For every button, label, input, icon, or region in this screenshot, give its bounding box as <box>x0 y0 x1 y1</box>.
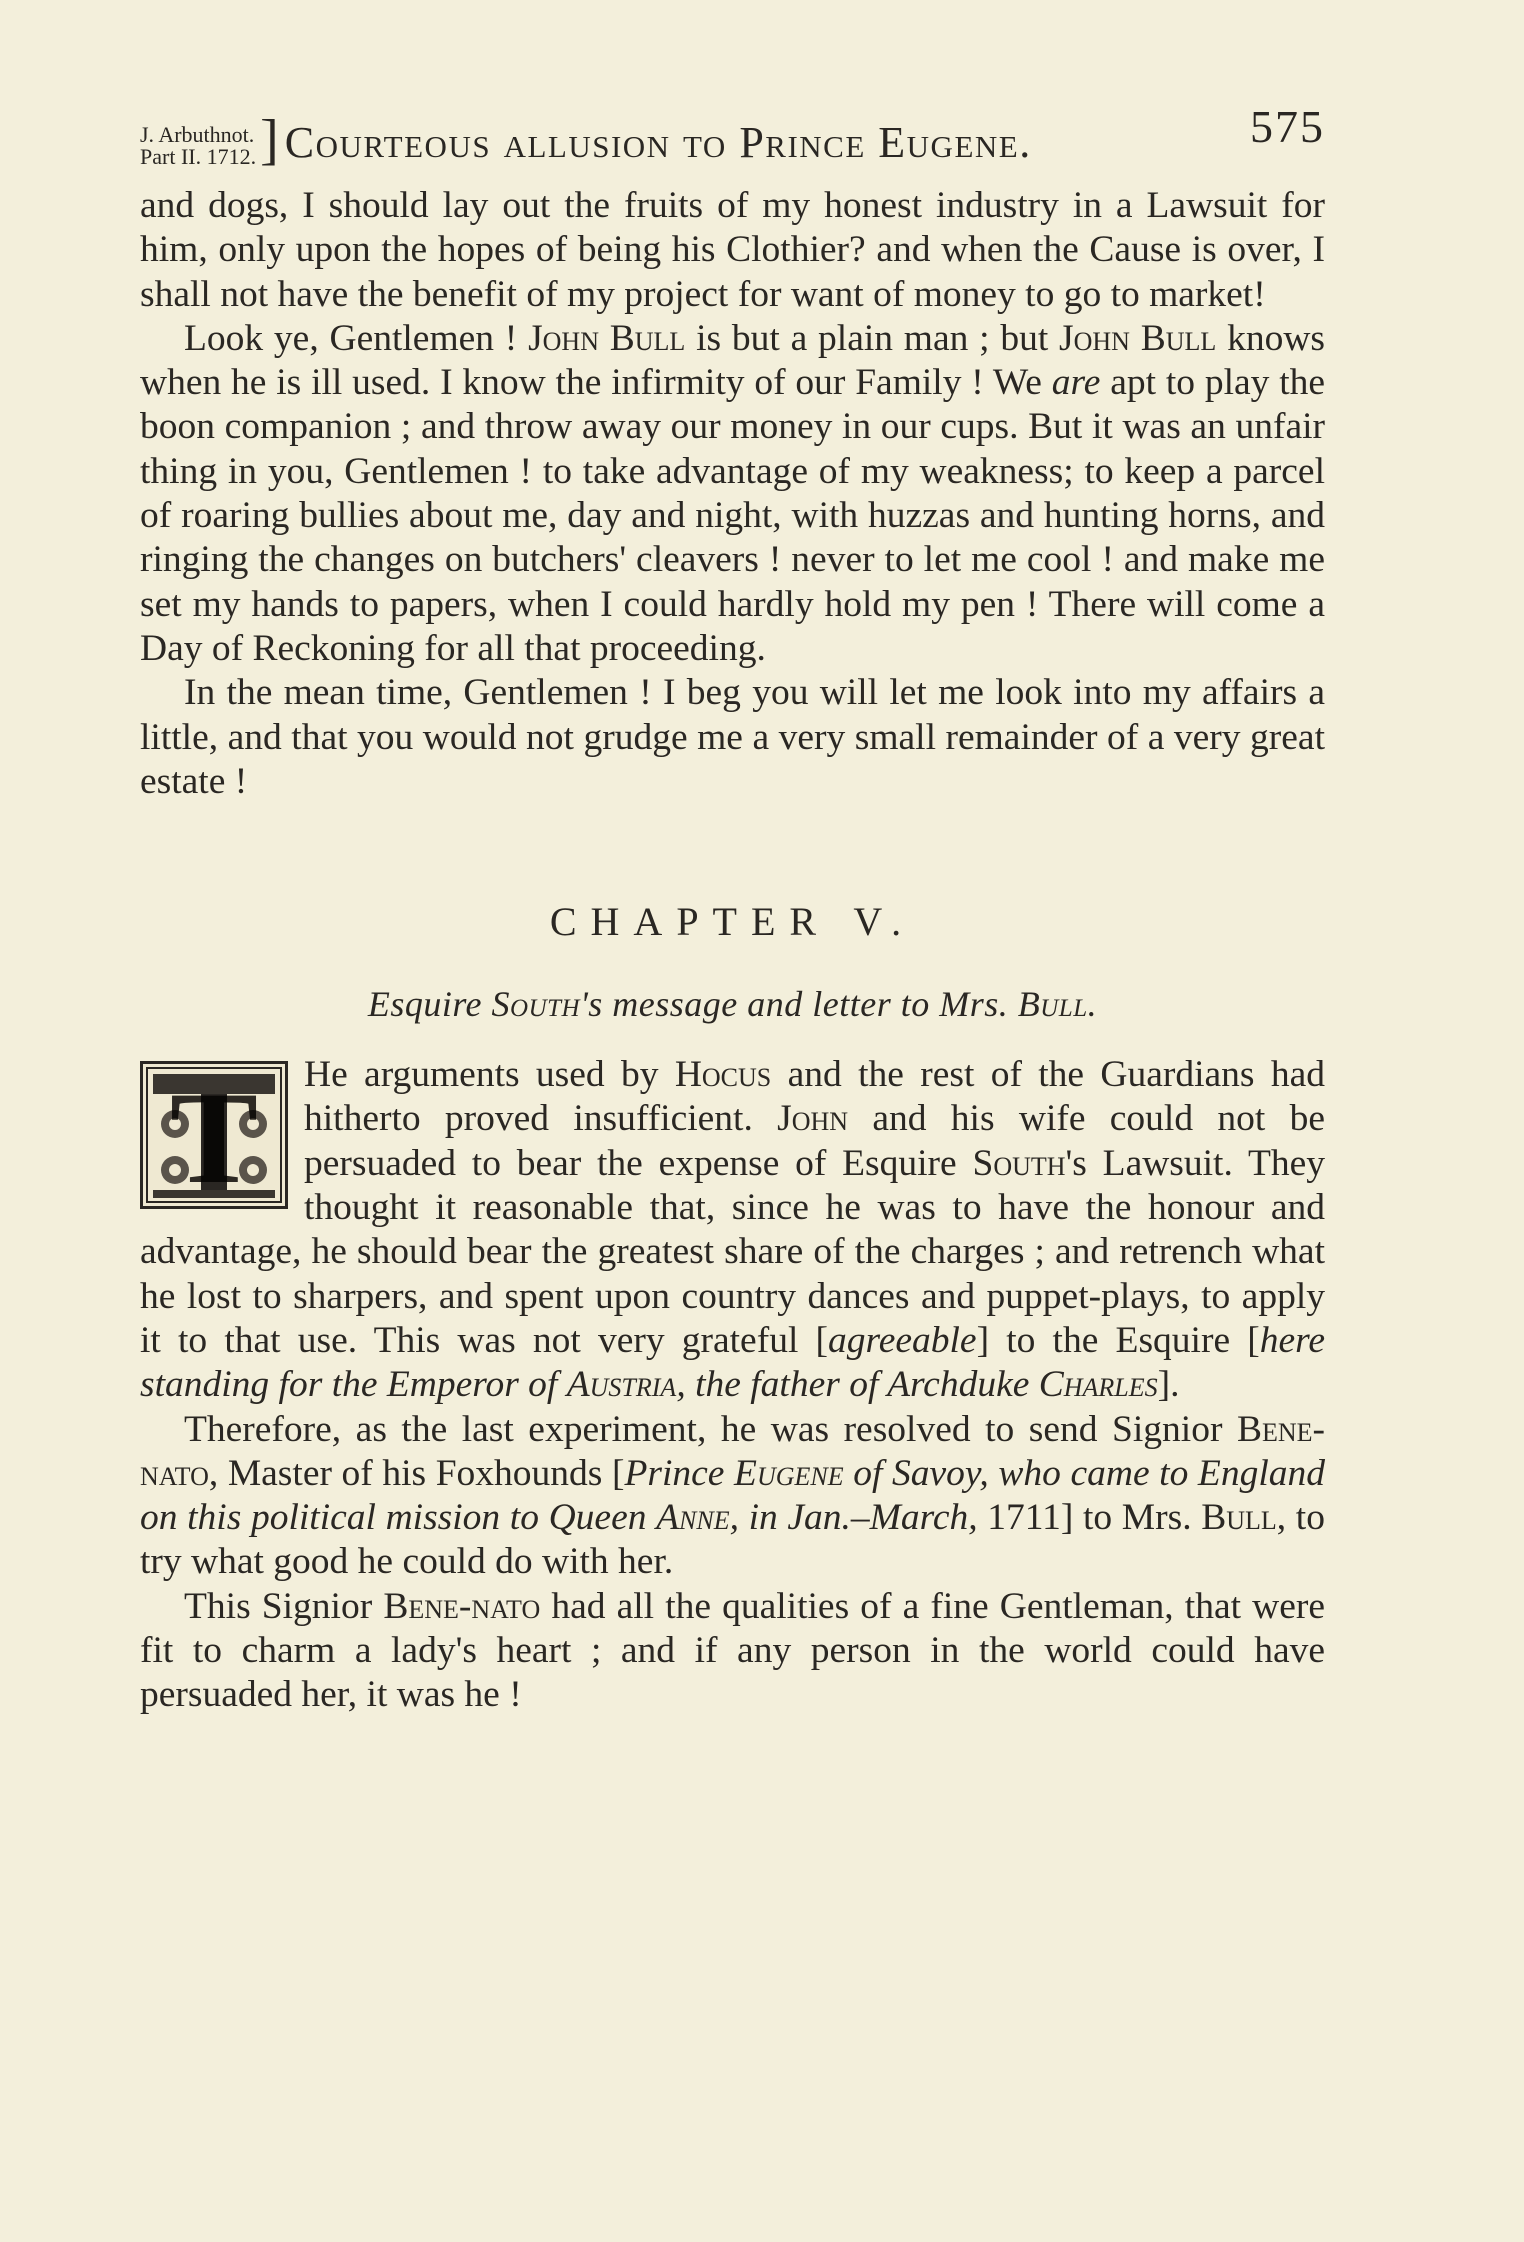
name-hocus: Hocus <box>674 1054 772 1096</box>
text-run: , to try what good he could do with her. <box>140 1497 1325 1583</box>
text-run: is but a plain man ; but <box>685 317 1060 359</box>
name-john-bull: John Bull <box>1059 317 1217 359</box>
name-john-bull: John Bull <box>528 317 686 359</box>
text-run: and the rest of the Guardians had hitherto proved insufficient. <box>304 1054 1325 1140</box>
running-title: Courteous allusion to Prince Eugene. <box>284 118 1032 167</box>
name-bull: Bull <box>1201 1497 1277 1539</box>
name-bene-nato: Bene-nato <box>140 1408 1325 1494</box>
part-note: Part II. <box>140 144 202 169</box>
running-head <box>140 100 1325 170</box>
text-run: Therefore, as the last experiment, he was resolved to send Signior <box>184 1408 1237 1450</box>
ornamental-dropcap <box>140 1061 288 1212</box>
page-number: 575 <box>1250 101 1325 152</box>
part-year-note <box>140 146 256 168</box>
text-run: apt to play the boon companion ; and throw away our money in our cups. But it was an unfair thing in you, Gentlemen ! to take advantage of my weakness; to keep a parcel of roaring bullies about me, day and night, with huzzas and hunting horns, and ringing the changes on butchers' cleavers ! never to let me cool ! and make me set my hands to papers, when I could hardly hold my pen ! There will come a Day of Reckoning for all that proceeding. <box>140 362 1326 669</box>
year-note: 1712. <box>206 144 257 169</box>
editorial-note: , the father of Archduke <box>676 1364 1039 1406</box>
text-run: 's message and letter to Mrs. <box>580 984 1018 1025</box>
text-run: Look ye, Gentlemen ! <box>184 317 529 359</box>
name-charles: Charles <box>1038 1364 1158 1406</box>
dropcap-letter: T <box>169 1064 259 1212</box>
text-run: had all the qualities of a fine Gentleman, that were fit to charm a lady's heart ; and if any person in the world could have persuaded her, it was he ! <box>140 1585 1325 1716</box>
emphasis-are: are <box>1051 362 1101 404</box>
paragraph-continued: and dogs, I should lay out the fruits of my honest industry in a Lawsuit for him, only upon the hopes of being his Clothier? and when the Cause is over, I shall not have the benefit of my project for want of money to go to market! <box>140 185 1325 315</box>
name-john: John <box>777 1098 849 1140</box>
editorial-note: Prince <box>624 1452 735 1494</box>
book-page <box>140 100 1325 1718</box>
year-1711: 1711 <box>987 1497 1061 1539</box>
paragraph-this-signior <box>140 1585 1325 1718</box>
editorial-note: , in Jan.–March, <box>729 1497 988 1539</box>
text-run: ] to the Esquire [ <box>976 1319 1260 1361</box>
paragraph-therefore <box>140 1408 1325 1585</box>
editorial-note: here standing for the Emperor of <box>140 1319 1325 1406</box>
section-gap <box>140 804 1325 898</box>
text-run: , Master of his Foxhounds [ <box>208 1452 625 1494</box>
text-run: and his wife could not be persuaded to bear the expense of Esquire <box>304 1098 1325 1184</box>
text-run: . <box>1087 984 1098 1025</box>
author-note: J. Arbuthnot. <box>140 122 255 147</box>
paragraph-arguments <box>140 1053 1325 1407</box>
marginal-note <box>140 124 256 168</box>
bracket-glyph: ] <box>260 109 279 171</box>
paragraph-look-ye <box>140 317 1325 671</box>
name-austria: Austria <box>566 1364 677 1406</box>
name-south: South <box>972 1142 1066 1184</box>
text-run: This Signior <box>184 1585 384 1627</box>
name-eugene: Eugene <box>734 1452 844 1494</box>
body-text <box>140 184 1325 1718</box>
emphasis-agreeable: agreeable <box>828 1319 977 1361</box>
name-south: South <box>491 984 581 1025</box>
running-head-left <box>140 109 1032 171</box>
text-run: ] to Mrs. <box>1060 1497 1202 1539</box>
name-bull: Bull <box>1017 984 1088 1025</box>
text-run: ]. <box>1157 1364 1180 1406</box>
text-run: 's Lawsuit. They thought it reasonable that, since he was to have the honour and advantage, he should bear the greatest share of the charges ; and retrench what he lost to sharpers, and spent upon country dances and puppet-plays, to apply it to that use. This was not very grateful [ <box>140 1142 1325 1361</box>
text-run: He arguments used by <box>304 1054 675 1096</box>
chapter-subtitle <box>140 983 1325 1025</box>
editorial-note: of Savoy, who came to England on this political mission to Queen <box>140 1452 1325 1539</box>
paragraph-mean-time: In the mean time, Gentlemen ! I beg you will let me look into my affairs a little, and that you would not grudge me a very small remainder of a very great estate ! <box>140 672 1325 802</box>
text-run: knows when he is ill used. I know the infirmity of our Family ! We <box>140 317 1326 404</box>
name-bene-nato: Bene-nato <box>383 1585 541 1627</box>
name-anne: Anne <box>656 1497 730 1539</box>
text-run: Esquire <box>367 984 492 1025</box>
chapter-heading: CHAPTER V. <box>549 899 916 945</box>
